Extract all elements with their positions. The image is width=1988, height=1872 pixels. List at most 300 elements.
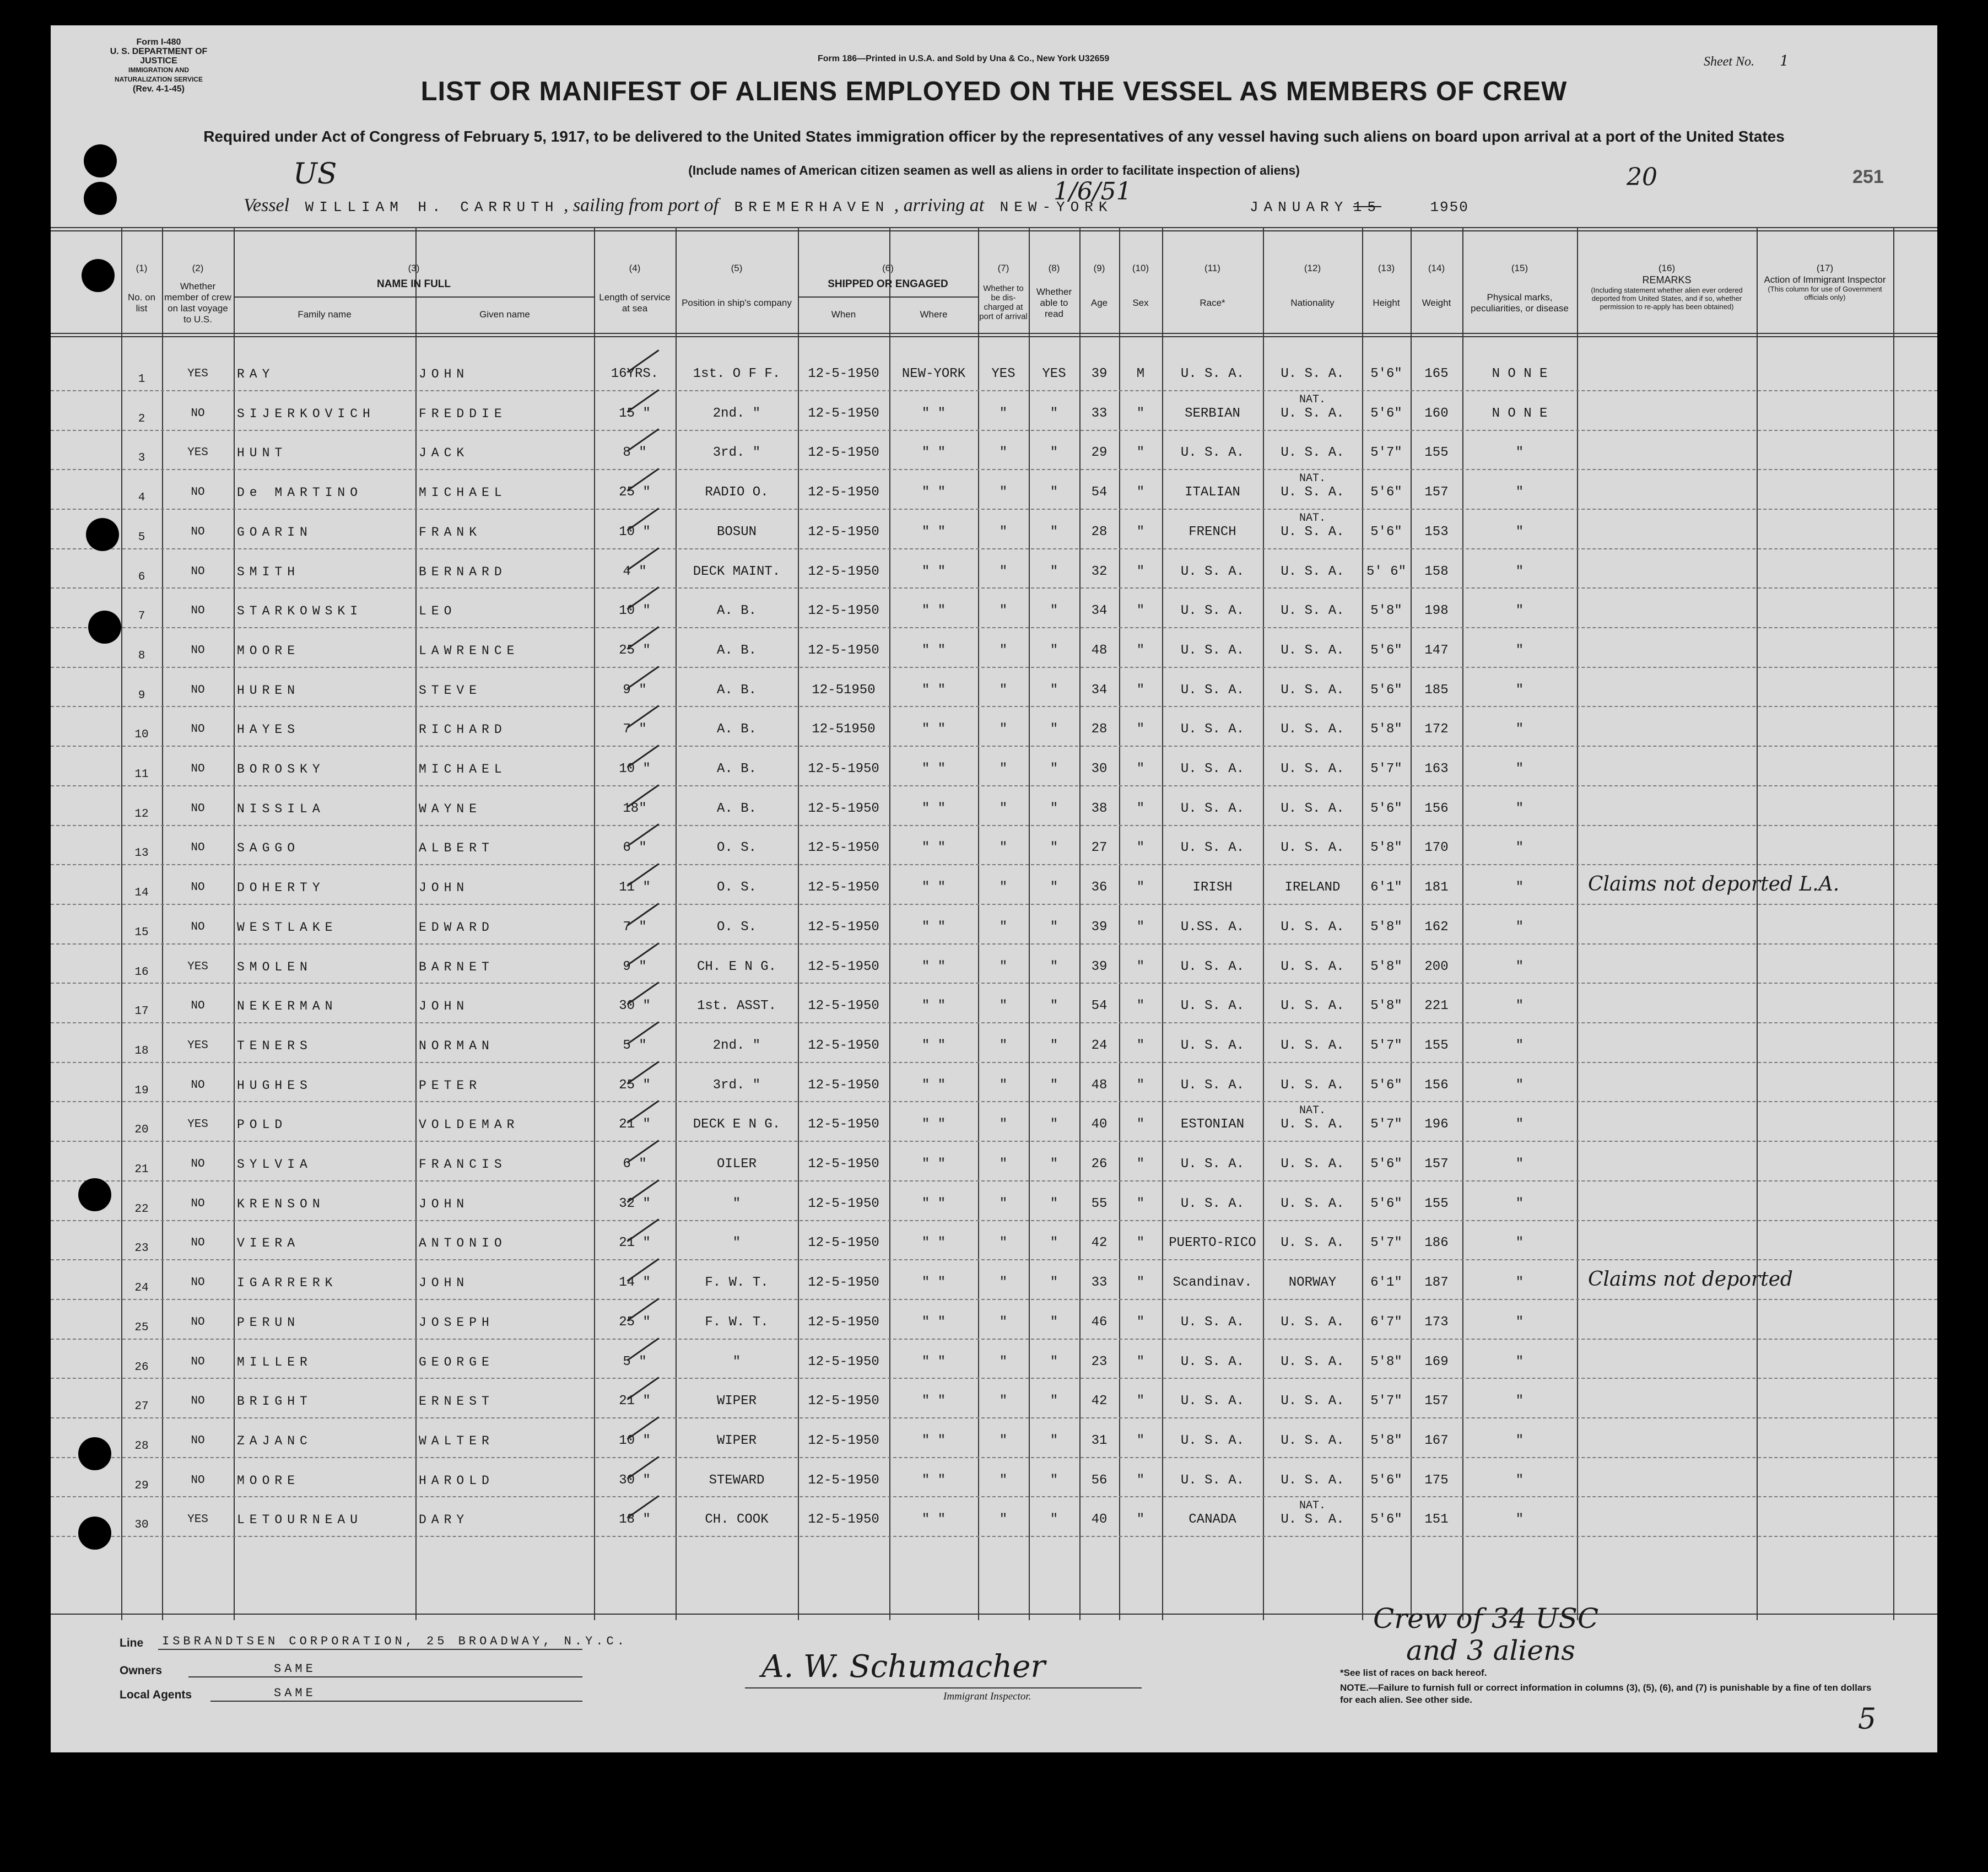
physical-marks: " bbox=[1515, 1117, 1524, 1132]
family-name: MILLER bbox=[237, 1355, 312, 1369]
binder-hole bbox=[78, 1178, 111, 1211]
binder-hole bbox=[88, 611, 121, 644]
able-to-read: " bbox=[1050, 643, 1058, 658]
nationality: U. S. A. bbox=[1281, 564, 1344, 579]
age: 42 bbox=[1091, 1394, 1108, 1409]
shipped-when: 12-5-1950 bbox=[808, 1157, 879, 1172]
requirement-text: Required under Act of Congress of February 5, 1917, to be delivered to the United States immigration officer by the representatives of any vessel having such aliens on board upon arrival at a port of the United States bbox=[203, 128, 1785, 145]
given-name: JOHN bbox=[419, 881, 469, 895]
row-number: 25 bbox=[134, 1321, 149, 1334]
able-to-read: " bbox=[1050, 1236, 1058, 1251]
age: 40 bbox=[1091, 1512, 1108, 1528]
length-of-service: 9 " bbox=[623, 959, 647, 974]
given-name: BARNET bbox=[419, 959, 494, 974]
naturalized-mark: NAT. bbox=[1299, 511, 1326, 525]
age: 36 bbox=[1091, 880, 1108, 895]
weight: 186 bbox=[1424, 1236, 1449, 1251]
member-last-voyage: NO bbox=[191, 644, 205, 657]
member-last-voyage: NO bbox=[191, 1000, 205, 1013]
row-number: 15 bbox=[134, 926, 149, 939]
action-sub: (This column for use of Government officials only) bbox=[1768, 285, 1882, 301]
given-name: FRANK bbox=[419, 525, 482, 540]
member-last-voyage: NO bbox=[191, 841, 205, 855]
weight: 221 bbox=[1424, 999, 1449, 1014]
race: ITALIAN bbox=[1185, 485, 1240, 500]
page-title: LIST OR MANIFEST OF ALIENS EMPLOYED ON THE VESSEL AS MEMBERS OF CREW bbox=[420, 77, 1568, 106]
nationality: U. S. A. bbox=[1281, 603, 1344, 619]
colnum-4: (4) bbox=[629, 263, 641, 273]
age: 34 bbox=[1091, 682, 1108, 698]
nationality: U. S. A. bbox=[1281, 959, 1344, 974]
position: STEWARD bbox=[709, 1472, 765, 1488]
given-name: JOHN bbox=[419, 1276, 469, 1291]
length-of-service: 5 " bbox=[623, 1354, 647, 1369]
able-to-read: " bbox=[1050, 603, 1058, 619]
length-of-service: 25 " bbox=[619, 485, 651, 500]
sex: " bbox=[1136, 919, 1145, 935]
given-name: STEVE bbox=[419, 683, 482, 698]
able-to-read: " bbox=[1050, 1394, 1058, 1409]
age: 39 bbox=[1091, 366, 1108, 381]
given-name: RICHARD bbox=[419, 722, 507, 737]
family-name: HAYES bbox=[237, 722, 300, 737]
family-name: SMOLEN bbox=[237, 959, 312, 974]
length-of-service: 25 " bbox=[619, 1314, 651, 1330]
nationality: NORWAY bbox=[1288, 1275, 1337, 1291]
length-of-service: 5 " bbox=[623, 1038, 647, 1053]
member-last-voyage: NO bbox=[191, 763, 205, 775]
able-to-read: " bbox=[1050, 682, 1058, 698]
penalty-note bbox=[1340, 1682, 1886, 1706]
arriving-port: NEW-YORK bbox=[1000, 199, 1113, 215]
shipped-where: " " bbox=[921, 1117, 946, 1132]
family-name: STARKOWSKI bbox=[237, 604, 363, 619]
discharged: " bbox=[999, 564, 1008, 579]
position: WIPER bbox=[716, 1433, 757, 1448]
given-name: DARY bbox=[419, 1513, 469, 1528]
shipped-when: 12-5-1950 bbox=[808, 524, 879, 540]
shipped-when: 12-5-1950 bbox=[808, 643, 879, 658]
given-name: FRANCIS bbox=[419, 1157, 507, 1172]
nationality: U. S. A. bbox=[1281, 762, 1344, 776]
position: 1st. ASST. bbox=[696, 999, 777, 1014]
header-length-service: Length of service at sea bbox=[599, 292, 671, 314]
height: 5'6" bbox=[1370, 524, 1402, 540]
length-of-service: 8 " bbox=[623, 445, 647, 461]
discharged: " bbox=[999, 485, 1008, 500]
date-month: JANUARY bbox=[1250, 199, 1349, 215]
nationality: U. S. A. bbox=[1281, 1157, 1344, 1172]
row-number: 17 bbox=[134, 1005, 149, 1018]
sex: " bbox=[1136, 1275, 1145, 1291]
position: BOSUN bbox=[716, 524, 757, 540]
race: CANADA bbox=[1189, 1512, 1236, 1528]
row-number: 23 bbox=[134, 1242, 149, 1255]
height: 5'8" bbox=[1370, 722, 1402, 737]
discharged: " bbox=[999, 406, 1008, 421]
physical-marks: " bbox=[1515, 603, 1524, 619]
shipped-where: " " bbox=[921, 1512, 946, 1528]
family-name: HUREN bbox=[237, 683, 300, 698]
shipped-where: " " bbox=[921, 1196, 946, 1211]
length-of-service: 18 " bbox=[619, 1512, 651, 1528]
row-number: 11 bbox=[134, 768, 149, 781]
header-discharged: Whether to be dis-charged at port of arrival bbox=[979, 284, 1028, 321]
sex: " bbox=[1136, 643, 1145, 658]
age: 38 bbox=[1091, 801, 1108, 816]
family-name: BOROSKY bbox=[237, 762, 325, 776]
sex: " bbox=[1136, 406, 1145, 421]
shipped-when: 12-5-1950 bbox=[808, 1433, 879, 1448]
sex: " bbox=[1136, 682, 1145, 698]
row-number: 1 bbox=[138, 373, 145, 386]
weight: 151 bbox=[1424, 1512, 1449, 1528]
shipped-when: 12-5-1950 bbox=[808, 999, 879, 1014]
race: U. S. A. bbox=[1180, 1394, 1245, 1409]
height: 5'6" bbox=[1370, 682, 1402, 698]
nationality: U. S. A. bbox=[1281, 445, 1344, 461]
shipped-where: " " bbox=[921, 1394, 946, 1409]
height: 5' 6" bbox=[1366, 564, 1406, 579]
member-last-voyage: NO bbox=[191, 525, 205, 538]
position: DECK E N G. bbox=[693, 1117, 781, 1132]
member-last-voyage: NO bbox=[191, 1237, 205, 1250]
height: 5'8" bbox=[1370, 1354, 1402, 1369]
age: 30 bbox=[1091, 762, 1108, 776]
sex: " bbox=[1136, 524, 1145, 540]
physical-marks: " bbox=[1515, 485, 1524, 500]
row-number: 3 bbox=[138, 452, 145, 465]
sex: " bbox=[1136, 1394, 1145, 1409]
shipped-when: 12-5-1950 bbox=[808, 1472, 879, 1488]
weight: 156 bbox=[1424, 801, 1449, 816]
length-of-service: 6 " bbox=[623, 840, 647, 856]
colnum-2: (2) bbox=[192, 263, 204, 273]
able-to-read: " bbox=[1050, 722, 1058, 737]
discharged: " bbox=[999, 801, 1008, 816]
weight: 157 bbox=[1424, 1394, 1449, 1409]
physical-marks: " bbox=[1515, 919, 1524, 935]
height: 5'6" bbox=[1370, 1512, 1402, 1528]
shipped-where: " " bbox=[921, 445, 946, 461]
row-number: 9 bbox=[138, 689, 145, 702]
row-number: 22 bbox=[134, 1202, 149, 1216]
age: 29 bbox=[1091, 445, 1108, 461]
weight: 173 bbox=[1424, 1314, 1449, 1330]
weight: 200 bbox=[1424, 959, 1449, 974]
discharged: " bbox=[999, 762, 1008, 776]
weight: 169 bbox=[1424, 1354, 1449, 1369]
able-to-read: " bbox=[1050, 1314, 1058, 1330]
sex: " bbox=[1136, 1433, 1145, 1448]
physical-marks: " bbox=[1515, 1038, 1524, 1053]
sheet-number-label bbox=[1704, 53, 1789, 69]
shipped-where: " " bbox=[921, 1314, 946, 1330]
race: U. S. A. bbox=[1180, 1196, 1245, 1211]
sex: " bbox=[1136, 564, 1145, 579]
handwritten-day: 20 bbox=[1627, 163, 1657, 191]
physical-marks: " bbox=[1515, 1314, 1524, 1330]
family-name: TENERS bbox=[237, 1038, 312, 1053]
include-note: (Include names of American citizen seamen as well as aliens in order to facilitate inspection of aliens) bbox=[688, 163, 1300, 177]
printer-line: Form 186—Printed in U.S.A. and Sold by Una & Co., New York U32659 bbox=[818, 54, 1110, 63]
vessel-line bbox=[244, 195, 1469, 216]
member-last-voyage: NO bbox=[191, 1355, 205, 1368]
age: 24 bbox=[1091, 1038, 1108, 1053]
able-to-read: " bbox=[1050, 1275, 1058, 1291]
inspector-label: Immigrant Inspector. bbox=[943, 1691, 1031, 1702]
given-name: BERNARD bbox=[419, 564, 507, 579]
position: A. B. bbox=[716, 682, 757, 698]
sex: " bbox=[1136, 603, 1145, 619]
owners-label: Owners bbox=[120, 1664, 163, 1677]
physical-marks: " bbox=[1515, 1157, 1524, 1172]
given-name: MICHAEL bbox=[419, 485, 507, 500]
family-name: RAY bbox=[237, 367, 275, 381]
sailing-port: BREMERHAVEN bbox=[734, 199, 890, 215]
weight: 198 bbox=[1424, 603, 1449, 619]
nationality: U. S. A. bbox=[1281, 1038, 1344, 1053]
race: U. S. A. bbox=[1180, 722, 1245, 737]
nationality: IRELAND bbox=[1284, 880, 1341, 895]
position: " bbox=[732, 1354, 741, 1369]
weight: 160 bbox=[1424, 406, 1449, 421]
able-to-read: " bbox=[1050, 524, 1058, 540]
member-last-voyage: YES bbox=[187, 1039, 208, 1052]
given-name: ERNEST bbox=[419, 1394, 494, 1409]
physical-marks: " bbox=[1515, 1077, 1524, 1093]
race: U. S. A. bbox=[1180, 1472, 1245, 1488]
header-nationality: Nationality bbox=[1290, 298, 1335, 308]
able-to-read: " bbox=[1050, 1077, 1058, 1093]
row-number: 24 bbox=[134, 1282, 149, 1295]
shipped-where: " " bbox=[921, 1077, 946, 1093]
shipped-when: 12-5-1950 bbox=[808, 840, 879, 856]
weight: 175 bbox=[1424, 1472, 1449, 1488]
position: " bbox=[732, 1236, 741, 1251]
given-name: FREDDIE bbox=[419, 406, 507, 421]
discharged: " bbox=[999, 1512, 1008, 1528]
crew-note-2: and 3 aliens bbox=[1406, 1634, 1575, 1666]
page-mark: 5 bbox=[1858, 1703, 1877, 1736]
discharged: " bbox=[999, 1077, 1008, 1093]
sex: " bbox=[1136, 801, 1145, 816]
position: A. B. bbox=[716, 722, 757, 737]
given-name: WAYNE bbox=[419, 801, 482, 816]
discharged: " bbox=[999, 682, 1008, 698]
member-last-voyage: NO bbox=[191, 1315, 205, 1329]
position: O. S. bbox=[716, 880, 757, 895]
shipped-when: 12-5-1950 bbox=[808, 485, 879, 500]
physical-marks: " bbox=[1515, 999, 1524, 1014]
length-of-service: 9 " bbox=[623, 682, 647, 698]
shipped-where: " " bbox=[921, 840, 946, 856]
crew-table bbox=[51, 227, 1937, 1620]
colnum-16: (16) bbox=[1658, 263, 1676, 273]
weight: 158 bbox=[1424, 564, 1449, 579]
header-position: Position in ship's company bbox=[682, 298, 792, 308]
sex: " bbox=[1136, 445, 1145, 461]
shipped-where: " " bbox=[921, 919, 946, 935]
header-action bbox=[1758, 274, 1892, 301]
member-last-voyage: NO bbox=[191, 1197, 205, 1210]
row-number: 14 bbox=[134, 887, 149, 900]
height: 5'7" bbox=[1370, 762, 1402, 776]
able-to-read: " bbox=[1050, 1038, 1058, 1053]
naturalized-mark: NAT. bbox=[1299, 393, 1326, 406]
weight: 157 bbox=[1424, 485, 1449, 500]
colnum-11: (11) bbox=[1204, 263, 1220, 273]
handwritten-us: US bbox=[293, 158, 337, 191]
header-no-on-list: No. on list bbox=[127, 292, 156, 314]
colnum-10: (10) bbox=[1132, 263, 1149, 273]
height: 5'7" bbox=[1370, 1038, 1402, 1053]
naturalized-mark: NAT. bbox=[1299, 472, 1326, 485]
length-of-service: 16YRS. bbox=[611, 366, 659, 381]
shipped-when: 12-5-1950 bbox=[808, 1196, 879, 1211]
discharged: " bbox=[999, 1394, 1008, 1409]
nationality: U. S. A. bbox=[1281, 801, 1344, 816]
length-of-service: 30 " bbox=[619, 999, 651, 1014]
physical-marks: " bbox=[1515, 445, 1524, 461]
age: 33 bbox=[1091, 406, 1108, 421]
binder-hole bbox=[78, 1437, 111, 1470]
weight: 155 bbox=[1424, 1196, 1449, 1211]
note-label: NOTE. bbox=[1340, 1682, 1369, 1693]
race: PUERTO-RICO bbox=[1169, 1236, 1256, 1251]
discharged: " bbox=[999, 1038, 1008, 1053]
shipped-when: 12-5-1950 bbox=[808, 406, 879, 421]
sex: " bbox=[1136, 1472, 1145, 1488]
age: 42 bbox=[1091, 1236, 1108, 1251]
given-name: LAWRENCE bbox=[419, 643, 520, 658]
weight: 170 bbox=[1424, 840, 1449, 856]
header-age: Age bbox=[1090, 298, 1108, 308]
naturalized-mark: NAT. bbox=[1299, 1499, 1326, 1513]
discharged: " bbox=[999, 1236, 1008, 1251]
row-number: 5 bbox=[138, 531, 145, 544]
sex: " bbox=[1136, 485, 1145, 500]
height: 5'8" bbox=[1370, 999, 1402, 1014]
nationality: U. S. A. bbox=[1281, 1117, 1344, 1132]
date-year: 1950 bbox=[1430, 199, 1469, 215]
position: A. B. bbox=[716, 603, 757, 619]
height: 5'8" bbox=[1370, 603, 1402, 619]
weight: 156 bbox=[1424, 1077, 1449, 1093]
race: U. S. A. bbox=[1180, 1354, 1245, 1369]
physical-marks: " bbox=[1515, 564, 1524, 579]
sex: " bbox=[1136, 999, 1145, 1014]
shipped-when: 12-5-1950 bbox=[808, 564, 879, 579]
member-last-voyage: NO bbox=[191, 683, 205, 697]
discharged: YES bbox=[991, 366, 1015, 381]
weight: 172 bbox=[1424, 722, 1449, 737]
nationality: U. S. A. bbox=[1281, 1236, 1344, 1251]
colnum-6: (6) bbox=[882, 263, 894, 273]
weight: 162 bbox=[1424, 919, 1449, 935]
discharged: " bbox=[999, 524, 1008, 540]
sex: " bbox=[1136, 880, 1145, 895]
race: U. S. A. bbox=[1180, 959, 1245, 974]
age: 54 bbox=[1091, 999, 1108, 1014]
sex: " bbox=[1136, 1077, 1145, 1093]
length-of-service: 32 " bbox=[619, 1196, 651, 1211]
sex: " bbox=[1136, 1038, 1145, 1053]
shipped-where: " " bbox=[921, 959, 946, 974]
age: 46 bbox=[1091, 1314, 1108, 1330]
row-number: 16 bbox=[134, 965, 149, 979]
given-name: JOSEPH bbox=[419, 1315, 494, 1330]
length-of-service: 14 " bbox=[619, 1275, 651, 1291]
weight: 155 bbox=[1424, 445, 1449, 461]
sex: " bbox=[1136, 1512, 1145, 1528]
row-number: 21 bbox=[134, 1163, 149, 1176]
length-of-service: 21 " bbox=[619, 1394, 651, 1409]
family-name: MOORE bbox=[237, 643, 300, 658]
height: 5'8" bbox=[1370, 1433, 1402, 1448]
shipped-where: " " bbox=[921, 524, 946, 540]
header-able-read: Whether able to read bbox=[1036, 287, 1072, 319]
row-number: 12 bbox=[134, 807, 149, 821]
weight: 185 bbox=[1424, 682, 1449, 698]
race: U. S. A. bbox=[1180, 801, 1245, 816]
discharged: " bbox=[999, 1354, 1008, 1369]
header-name-in-full: NAME IN FULL bbox=[376, 278, 451, 290]
colnum-14: (14) bbox=[1428, 263, 1445, 273]
weight: 155 bbox=[1424, 1038, 1449, 1053]
member-last-voyage: YES bbox=[187, 1513, 208, 1526]
family-name: POLD bbox=[237, 1118, 288, 1132]
nationality: U. S. A. bbox=[1281, 1512, 1344, 1528]
position: CH. COOK bbox=[705, 1512, 769, 1528]
age: 54 bbox=[1091, 485, 1108, 500]
family-name: LETOURNEAU bbox=[237, 1513, 363, 1528]
height: 5'6" bbox=[1370, 485, 1402, 500]
nationality: U. S. A. bbox=[1281, 722, 1344, 737]
member-last-voyage: YES bbox=[187, 960, 208, 973]
row-number: 18 bbox=[134, 1044, 149, 1058]
binder-hole bbox=[78, 1517, 111, 1550]
sheet-label: Sheet No. bbox=[1704, 55, 1754, 69]
given-name: PETER bbox=[419, 1078, 482, 1093]
sex: " bbox=[1136, 840, 1145, 856]
given-name: ANTONIO bbox=[419, 1236, 507, 1251]
discharged: " bbox=[999, 1275, 1008, 1291]
row-number: 6 bbox=[138, 570, 145, 584]
length-of-service: 21 " bbox=[619, 1117, 651, 1132]
row-number: 19 bbox=[134, 1084, 149, 1097]
race: U. S. A. bbox=[1180, 643, 1245, 658]
weight: 196 bbox=[1424, 1117, 1449, 1132]
height: 5'8" bbox=[1370, 959, 1402, 974]
weight: 167 bbox=[1424, 1433, 1449, 1448]
member-last-voyage: NO bbox=[191, 1078, 205, 1092]
position: " bbox=[732, 1196, 741, 1211]
discharged: " bbox=[999, 643, 1008, 658]
position: A. B. bbox=[716, 643, 757, 658]
sex: " bbox=[1136, 1236, 1145, 1251]
length-of-service: 15 " bbox=[619, 406, 651, 421]
shipped-when: 12-51950 bbox=[812, 682, 876, 698]
given-name: JOHN bbox=[419, 367, 469, 381]
sex: " bbox=[1136, 762, 1145, 776]
nationality: U. S. A. bbox=[1281, 1472, 1344, 1488]
header-whether-member: Whether member of crew on last voyage to U.S. bbox=[164, 281, 231, 325]
physical-marks: " bbox=[1515, 682, 1524, 698]
family-name: SMITH bbox=[237, 564, 300, 579]
physical-marks: " bbox=[1515, 1196, 1524, 1211]
race: U. S. A. bbox=[1180, 366, 1245, 381]
